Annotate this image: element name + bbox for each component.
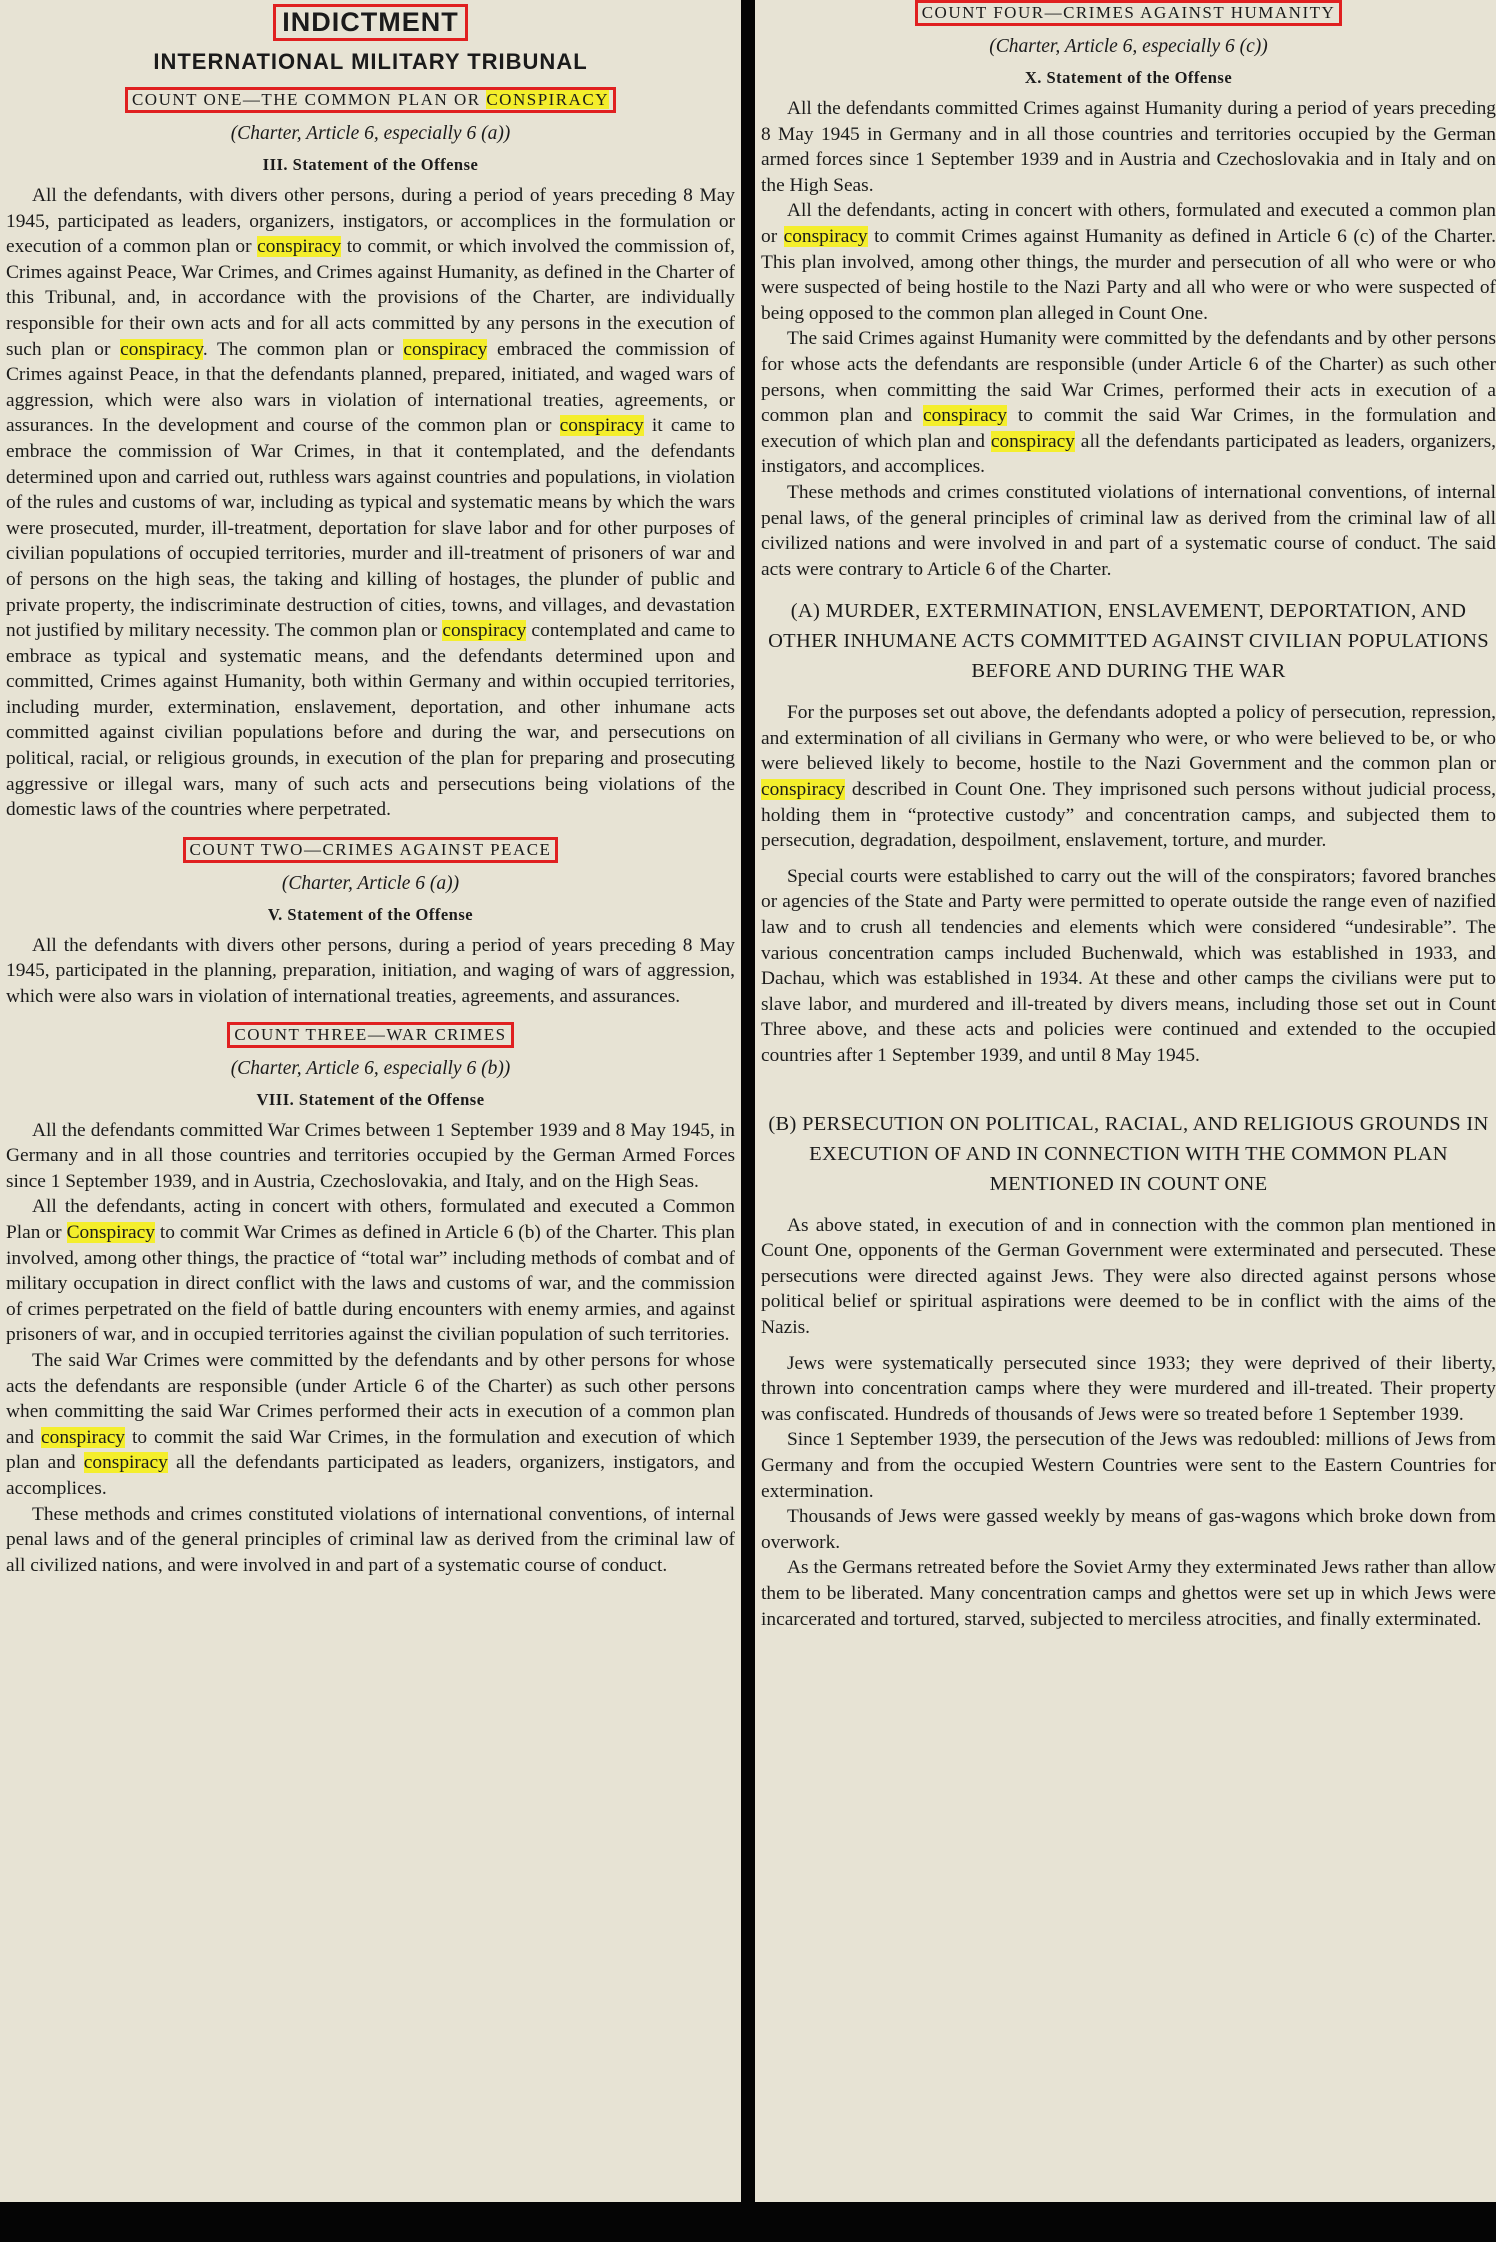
section-b-paragraph-3: Since 1 September 1939, the persecution of the Jews was redoubled: millions of Jews from Germany and from the occupied Western Countries were sent to the Eastern Countries for extermination. [761, 1429, 1496, 1502]
count-four-statement-heading: X. Statement of the Offense [1024, 68, 1233, 87]
tribunal-subtitle: INTERNATIONAL MILITARY TRIBUNAL [153, 49, 588, 74]
count-three-paragraph-3: The said War Crimes were committed by the defendants and by other persons for whose acts the defendants are responsible (under Article 6 of the Charter) as such other persons when committing the said War Crimes performed their acts in execution of a common plan and conspiracy to commit the said War Crimes, in the formulation and execution of which plan and conspiracy all the defendants participated as leaders, organizers, instigators, and accomplices. [6, 1349, 735, 1499]
count-two-heading: COUNT TWO—CRIMES AGAINST PEACE [6, 837, 735, 863]
section-b-paragraph-2: Jews were systematically persecuted since 1933; they were deprived of their liberty, thrown into concentration camps where they were murdered and ill-treated. Their property was confiscated. Hundreds of thousands of Jews were so treated before 1 September 1939. [761, 1352, 1496, 1425]
section-b-paragraph-5: As the Germans retreated before the Soviet Army they exterminated Jews rather than allow them to be liberated. Many concentration camps and ghettos were set up in which Jews were incarcerated and tortured, starved, subjected to merciless atrocities, and finally exterminated. [761, 1557, 1496, 1630]
section-b-heading: (B) PERSECUTION ON POLITICAL, RACIAL, AND RELIGIOUS GROUNDS IN EXECUTION OF AND IN CONNECTION WITH THE COMMON PLAN MENTIONED IN COUNT ONE [768, 1112, 1489, 1195]
count-three-paragraph-1: All the defendants committed War Crimes between 1 September 1939 and 8 May 1945, in Germany and in all those countries and territories occupied by the German Armed Forces since 1 September 1939, and in Austria, Czechoslovakia, and Italy, and on the High Seas. [6, 1119, 735, 1192]
left-page-column [0, 0, 741, 2202]
count-one-charter: (Charter, Article 6, especially 6 (a)) [230, 123, 511, 144]
count-four-paragraph-1: All the defendants committed Crimes against Humanity during a period of years preceding 8 May 1945 in Germany and in all those countries and territories occupied by the German armed forces since 1 September 1939 and in Austria and Czechoslovakia and in Italy and on the High Seas. [761, 98, 1496, 196]
indictment-title: INDICTMENT [273, 4, 467, 41]
count-one-paragraph: All the defendants, with divers other persons, during a period of years preceding 8 May 1945, participated as leaders, organizers, instigators, or accomplices in the formulation or execution of a common plan or conspiracy to commit, or which involved the commission of, Crimes against Peace, War Crimes, and Crimes against Humanity, as defined in the Charter of this Tribunal, and, in accordance with the provisions of the Charter, are individually responsible for their own acts and for all acts committed by any persons in the execution of such plan or conspiracy. The common plan or conspiracy embraced the commission of Crimes against Peace, in that the defendants planned, prepared, initiated, and waged wars of aggression, which were also wars in violation of international treaties, agreements, or assurances. In the development and course of the common plan or conspiracy it came to embrace the commission of War Crimes, in that it contemplated, and the defendants determined upon and carried out, ruthless wars against countries and populations, in violation of the rules and customs of war, including as typical and systematic means by which the wars were prosecuted, murder, ill-treatment, deportation for slave labor and for other purposes of civilian populations of occupied territories, murder and ill-treatment of prisoners of war and of persons on the high seas, the taking and killing of hostages, the plunder of public and private property, the indiscriminate destruction of cities, towns, and villages, and devastation not justified by military necessity. The common plan or conspiracy contemplated and came to embrace as typical and systematic means, and the defendants determined upon and committed, Crimes against Humanity, both within Germany and within occupied territories, including murder, extermination, enslavement, deportation, and other inhumane acts committed against civilian populations before and during the war, and persecutions on political, racial, or religious grounds, in execution of the plan for preparing and prosecuting aggressive or illegal wars, many of such acts and persecutions being violations of the domestic laws of the countries where perpetrated. [6, 185, 736, 821]
count-four-paragraph-4: These methods and crimes constituted violations of international conventions, of internal penal laws, of the general principles of criminal law as derived from the criminal law of all civilized nations and were involved in and part of a systematic course of conduct. The said acts were contrary to Article 6 of the Charter. [761, 481, 1496, 580]
section-a-paragraph-1: For the purposes set out above, the defendants adopted a policy of persecution, repression, and extermination of all civilians in Germany who were, or who were believed to be, or who were believed likely to become, hostile to the Nazi Government and the common plan or conspiracy described in Count One. They imprisoned such persons without judicial process, holding them in “protective custody” and concentration camps, and subjected them to persecution, degradation, despoilment, enslavement, torture, and murder. [761, 702, 1496, 852]
count-three-paragraph-4: These methods and crimes constituted violations of international conventions, of internal penal laws and of the general principles of criminal law as derived from the criminal law of all civilized nations, and were involved in and part of a systematic course of conduct. [6, 1503, 735, 1576]
count-three-charter: (Charter, Article 6, especially 6 (b)) [230, 1057, 511, 1079]
section-a-paragraph-2: Special courts were established to carry out the will of the conspirators; favored branches or agencies of the State and Party were permitted to operate outside the range even of nazified law and to crush all tendencies and elements which were considered “undesirable”. The various concentration camps included Buchenwald, which was established in 1933, and Dachau, which was established in 1934. At these and other camps the civilians were put to slave labor, and murdered and ill-treated by divers means, including those set out in Count Three above, and these acts and policies were continued and extended to the occupied countries after 1 September 1939, and until 8 May 1945. [761, 865, 1496, 1066]
count-three-heading: COUNT THREE—WAR CRIMES [6, 1022, 735, 1048]
count-four-paragraph-2: All the defendants, acting in concert with others, formulated and executed a common plan or conspiracy to commit Crimes against Humanity as defined in Article 6 (c) of the Charter. This plan involved, among other things, the murder and persecution of all who were or who were suspected of being hostile to the Nazi Party and all who were or who were suspected of being opposed to the common plan alleged in Count One. [761, 200, 1496, 324]
section-a-heading: (A) MURDER, EXTERMINATION, ENSLAVEMENT, DEPORTATION, AND OTHER INHUMANE ACTS COMMITTED AGAINST CIVILIAN POPULATIONS BEFORE AND DURING THE WAR [768, 600, 1489, 683]
count-three-statement-heading: VIII. Statement of the Offense [256, 1089, 485, 1109]
count-four-paragraph-3: The said Crimes against Humanity were committed by the defendants and by other persons for whose acts the defendants are responsible (under Article 6 of the Charter) as such other persons, when committing the said War Crimes, performed their acts in execution of a common plan and conspiracy to commit the said War Crimes, in the formulation and execution of which plan and conspiracy all the defendants participated as leaders, organizers, instigators, and accomplices. [761, 328, 1496, 478]
count-two-statement-heading: V. Statement of the Offense [267, 904, 474, 924]
count-four-charter: (Charter, Article 6, especially 6 (c)) [989, 36, 1268, 57]
count-two-paragraph: All the defendants with divers other persons, during a period of years preceding 8 May 1945, participated in the planning, preparation, initiation, and waging of wars of aggression, which were also wars in violation of international treaties, agreements, and assurances. [6, 934, 735, 1008]
section-b-paragraph-4: Thousands of Jews were gassed weekly by means of gas-wagons which broke down from overwork. [761, 1506, 1496, 1553]
count-two-charter: (Charter, Article 6 (a)) [281, 872, 460, 894]
count-three-paragraph-2: All the defendants, acting in concert with others, formulated and executed a Common Plan or Conspiracy to commit War Crimes as defined in Article 6 (b) of the Charter. This plan involved, among other things, the practice of “total war” including methods of combat and of military occupation in direct conflict with the laws and customs of war, and the commission of crimes perpetrated on the field of battle during encounters with enemy armies, and against prisoners of war, and in occupied territories against the civilian population of such territories. [6, 1196, 736, 1346]
section-b-paragraph-1: As above stated, in execution of and in connection with the common plan mentioned in Count One, opponents of the German Government were exterminated and persecuted. These persecutions were directed against Jews. They were also directed against persons whose political belief or spiritual aspirations were deemed to be in conflict with the aims of the Nazis. [761, 1214, 1496, 1338]
count-one-statement-heading: III. Statement of the Offense [262, 155, 479, 174]
right-page-column [755, 0, 1496, 2202]
count-four-heading: COUNT FOUR—CRIMES AGAINST HUMANITY [761, 0, 1496, 26]
count-one-heading: COUNT ONE—THE COMMON PLAN OR CONSPIRACY [6, 87, 735, 113]
